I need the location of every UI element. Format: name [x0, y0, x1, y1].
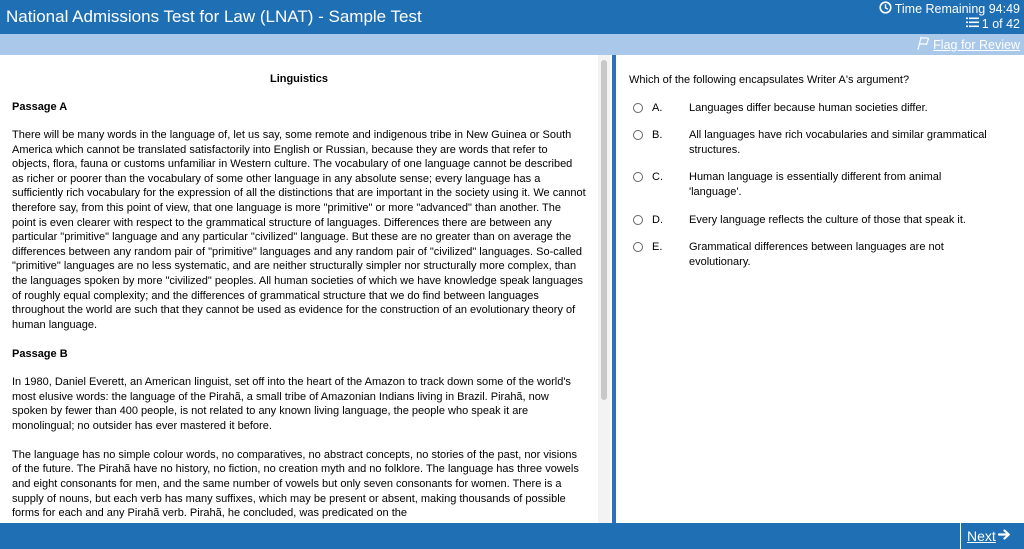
test-title: National Admissions Test for Law (LNAT) - Sample Test	[6, 7, 422, 26]
passage-scrollbar-thumb[interactable]	[601, 60, 607, 400]
question-counter[interactable]	[966, 17, 1020, 32]
question-text: Which of the following encapsulates Writer A's argument?	[629, 74, 910, 86]
flag-label: Flag for Review	[933, 38, 1020, 52]
option-letter: A.	[652, 101, 663, 114]
passage-title: Linguistics	[269, 73, 329, 85]
question-pane	[616, 55, 1024, 523]
flag-for-review-button[interactable]	[916, 36, 1020, 54]
answer-option-a[interactable]	[629, 101, 1012, 116]
flag-icon	[916, 36, 930, 54]
option-text: Grammatical differences between languages are not evolutionary.	[689, 241, 944, 268]
time-remaining[interactable]	[879, 1, 1020, 18]
option-text: Languages differ because human societies differ.	[689, 101, 928, 114]
option-letter: C.	[652, 171, 663, 184]
radio-button[interactable]	[633, 242, 643, 252]
passage-b-paragraph: The language has no simple colour words, no comparatives, no abstract concepts, no stories of the past, nor visions of the future. The Pirahã have no history, no fiction, no creation myth and no folklore. The language has three vowels and eight consonants for men, and the same number of vowels but only seven consonants for women. There is a supply of nouns, but each verb has many suffixes, which may be present or absent, making thousands of possible forms for each and any Pirahã verb. Pirahã, he concluded, was predicated on the	[12, 448, 579, 520]
time-remaining-text: Time Remaining 94:49	[894, 2, 1020, 16]
answer-option-b[interactable]	[629, 128, 1012, 157]
clock-icon	[879, 1, 892, 18]
option-text: Human language is essentially different from animal 'language'.	[689, 171, 942, 198]
passage-a-paragraph: There will be many words in the language of, let us say, some remote and indigenous tribe in New Guinea or South America which cannot be translated satisfactorily into English or Russian, because they are words that refer to objects, flora, fauna or customs unfamiliar in Western culture. The vocabulary of one language cannot be described as richer or poorer than the vocabulary of some other language in any absolute sense; every language has a sufficiently rich vocabulary for the expression of all the distinctions that are important in the society using it. We cannot therefore say, from this point of view, that one language is more "primitive" or more "advanced" than another. The point is even clearer with respect to the grammatical structure of languages. Differences there are between any particular "primitive" language and any particular "civilized" language. But these are no greater than on average the differences between any random pair of "primitive" languages and any random pair of "civilized" languages. So-called "primitive" languages are no less systematic, and are neither structurally simpler nor structurally more complex, than the languages spoken by more "civilized" peoples. All human societies of which we have knowledge speak languages of roughly equal complexity; and the differences of grammatical structure that we do find between languages throughout the world are such that they cannot be used as evidence for the construction of an evolutionary theory of human language.	[12, 129, 586, 331]
answer-option-e[interactable]	[629, 240, 1012, 269]
tool-bar	[0, 34, 1024, 55]
option-text: Every language reflects the culture of those that speak it.	[689, 213, 966, 226]
arrow-right-icon	[998, 523, 1011, 549]
passage-a-heading: Passage A	[12, 101, 68, 113]
option-letter: D.	[652, 213, 663, 226]
option-text: All languages have rich vocabularies and similar grammatical structures.	[689, 129, 987, 156]
passage-b-paragraph: In 1980, Daniel Everett, an American linguist, set off into the heart of the Amazon to track down some of the world's most elusive words: the language of the Pirahã, a small tribe of Amazonian Indians living in Brazil. Pirahã, now spoken by fewer than 400 people, is not related to any known living language, the people who speak it are monolingual; no outsider has ever mastered it before.	[12, 375, 571, 432]
option-letter: E.	[652, 241, 663, 254]
passage-pane[interactable]	[0, 55, 598, 523]
passage-b-heading: Passage B	[12, 347, 68, 360]
question-count-text: 1 of 42	[981, 17, 1020, 31]
radio-button[interactable]	[633, 103, 643, 113]
header-bar	[0, 0, 1024, 34]
next-label: Next	[967, 528, 996, 544]
radio-button[interactable]	[633, 130, 643, 140]
radio-button[interactable]	[633, 172, 643, 182]
list-icon	[966, 17, 980, 32]
footer-bar	[0, 523, 1024, 549]
next-button[interactable]	[960, 523, 1024, 549]
radio-button[interactable]	[633, 215, 643, 225]
answer-option-d[interactable]	[629, 213, 1012, 228]
option-letter: B.	[652, 129, 663, 142]
answer-option-c[interactable]	[629, 170, 1012, 199]
